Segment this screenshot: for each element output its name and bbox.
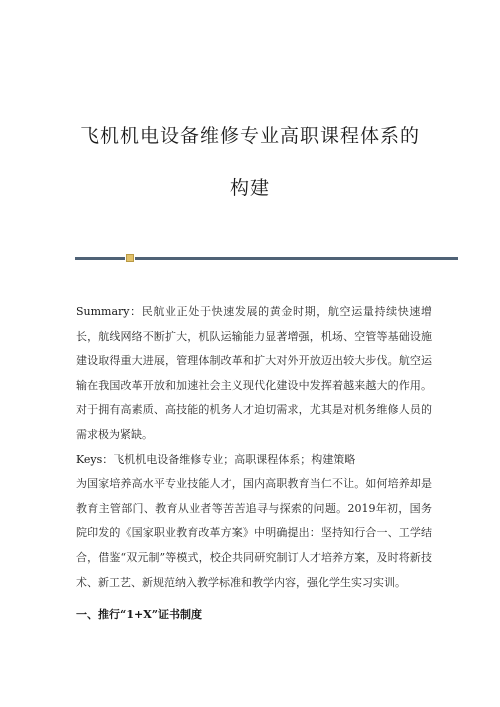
keys-paragraph bbox=[76, 448, 432, 473]
body-paragraph-1: 为国家培养高水平专业技能人才，国内高职教育当仁不让。如何培养却是教育主管部门、教育从业者等苦苦追寻与探索的问题。2019年初，国务院印发的《国家职业教育改革方案》中明确提出：坚持知行合一、工学结合，借鉴“双元制”等模式，校企共同研究制订人才培养方案，及时将新技术、新工艺、新规范纳入教学标准和教学内容，强化学生实习实训。 bbox=[76, 477, 432, 589]
summary-paragraph bbox=[76, 300, 432, 448]
divider-badge-icon bbox=[126, 254, 134, 262]
divider-bar-left bbox=[75, 257, 125, 260]
summary-text: 民航业正处于快速发展的黄金时期，航空运量持续快速增长，航线网络不断扩大，机队运输能力显著增强，机场、空管等基础设施建设取得重大进展，管理体制改革和扩大对外开放迈出较大步伐。航空运输在我国改革开放和加速社会主义现代化建设中发挥着越来越大的作用。对于拥有高素质、高技能的机务人才迫切需求，尤其是对机务维修人员的需求极为紧缺。 bbox=[76, 305, 432, 441]
title-divider bbox=[75, 255, 458, 263]
title-line-1: 飞机机电设备维修专业高职课程体系的 bbox=[79, 125, 420, 147]
title-line-2: 构建 bbox=[229, 177, 270, 199]
summary-label: Summary： bbox=[76, 305, 142, 318]
document-body bbox=[76, 300, 432, 628]
divider-bar-right bbox=[135, 257, 458, 260]
keys-text: 飞机机电设备维修专业；高职课程体系；构建策略 bbox=[113, 452, 356, 466]
section-heading-1: 一、推行“1+X”证书制度 bbox=[76, 608, 203, 622]
keys-label: Keys： bbox=[76, 452, 114, 466]
